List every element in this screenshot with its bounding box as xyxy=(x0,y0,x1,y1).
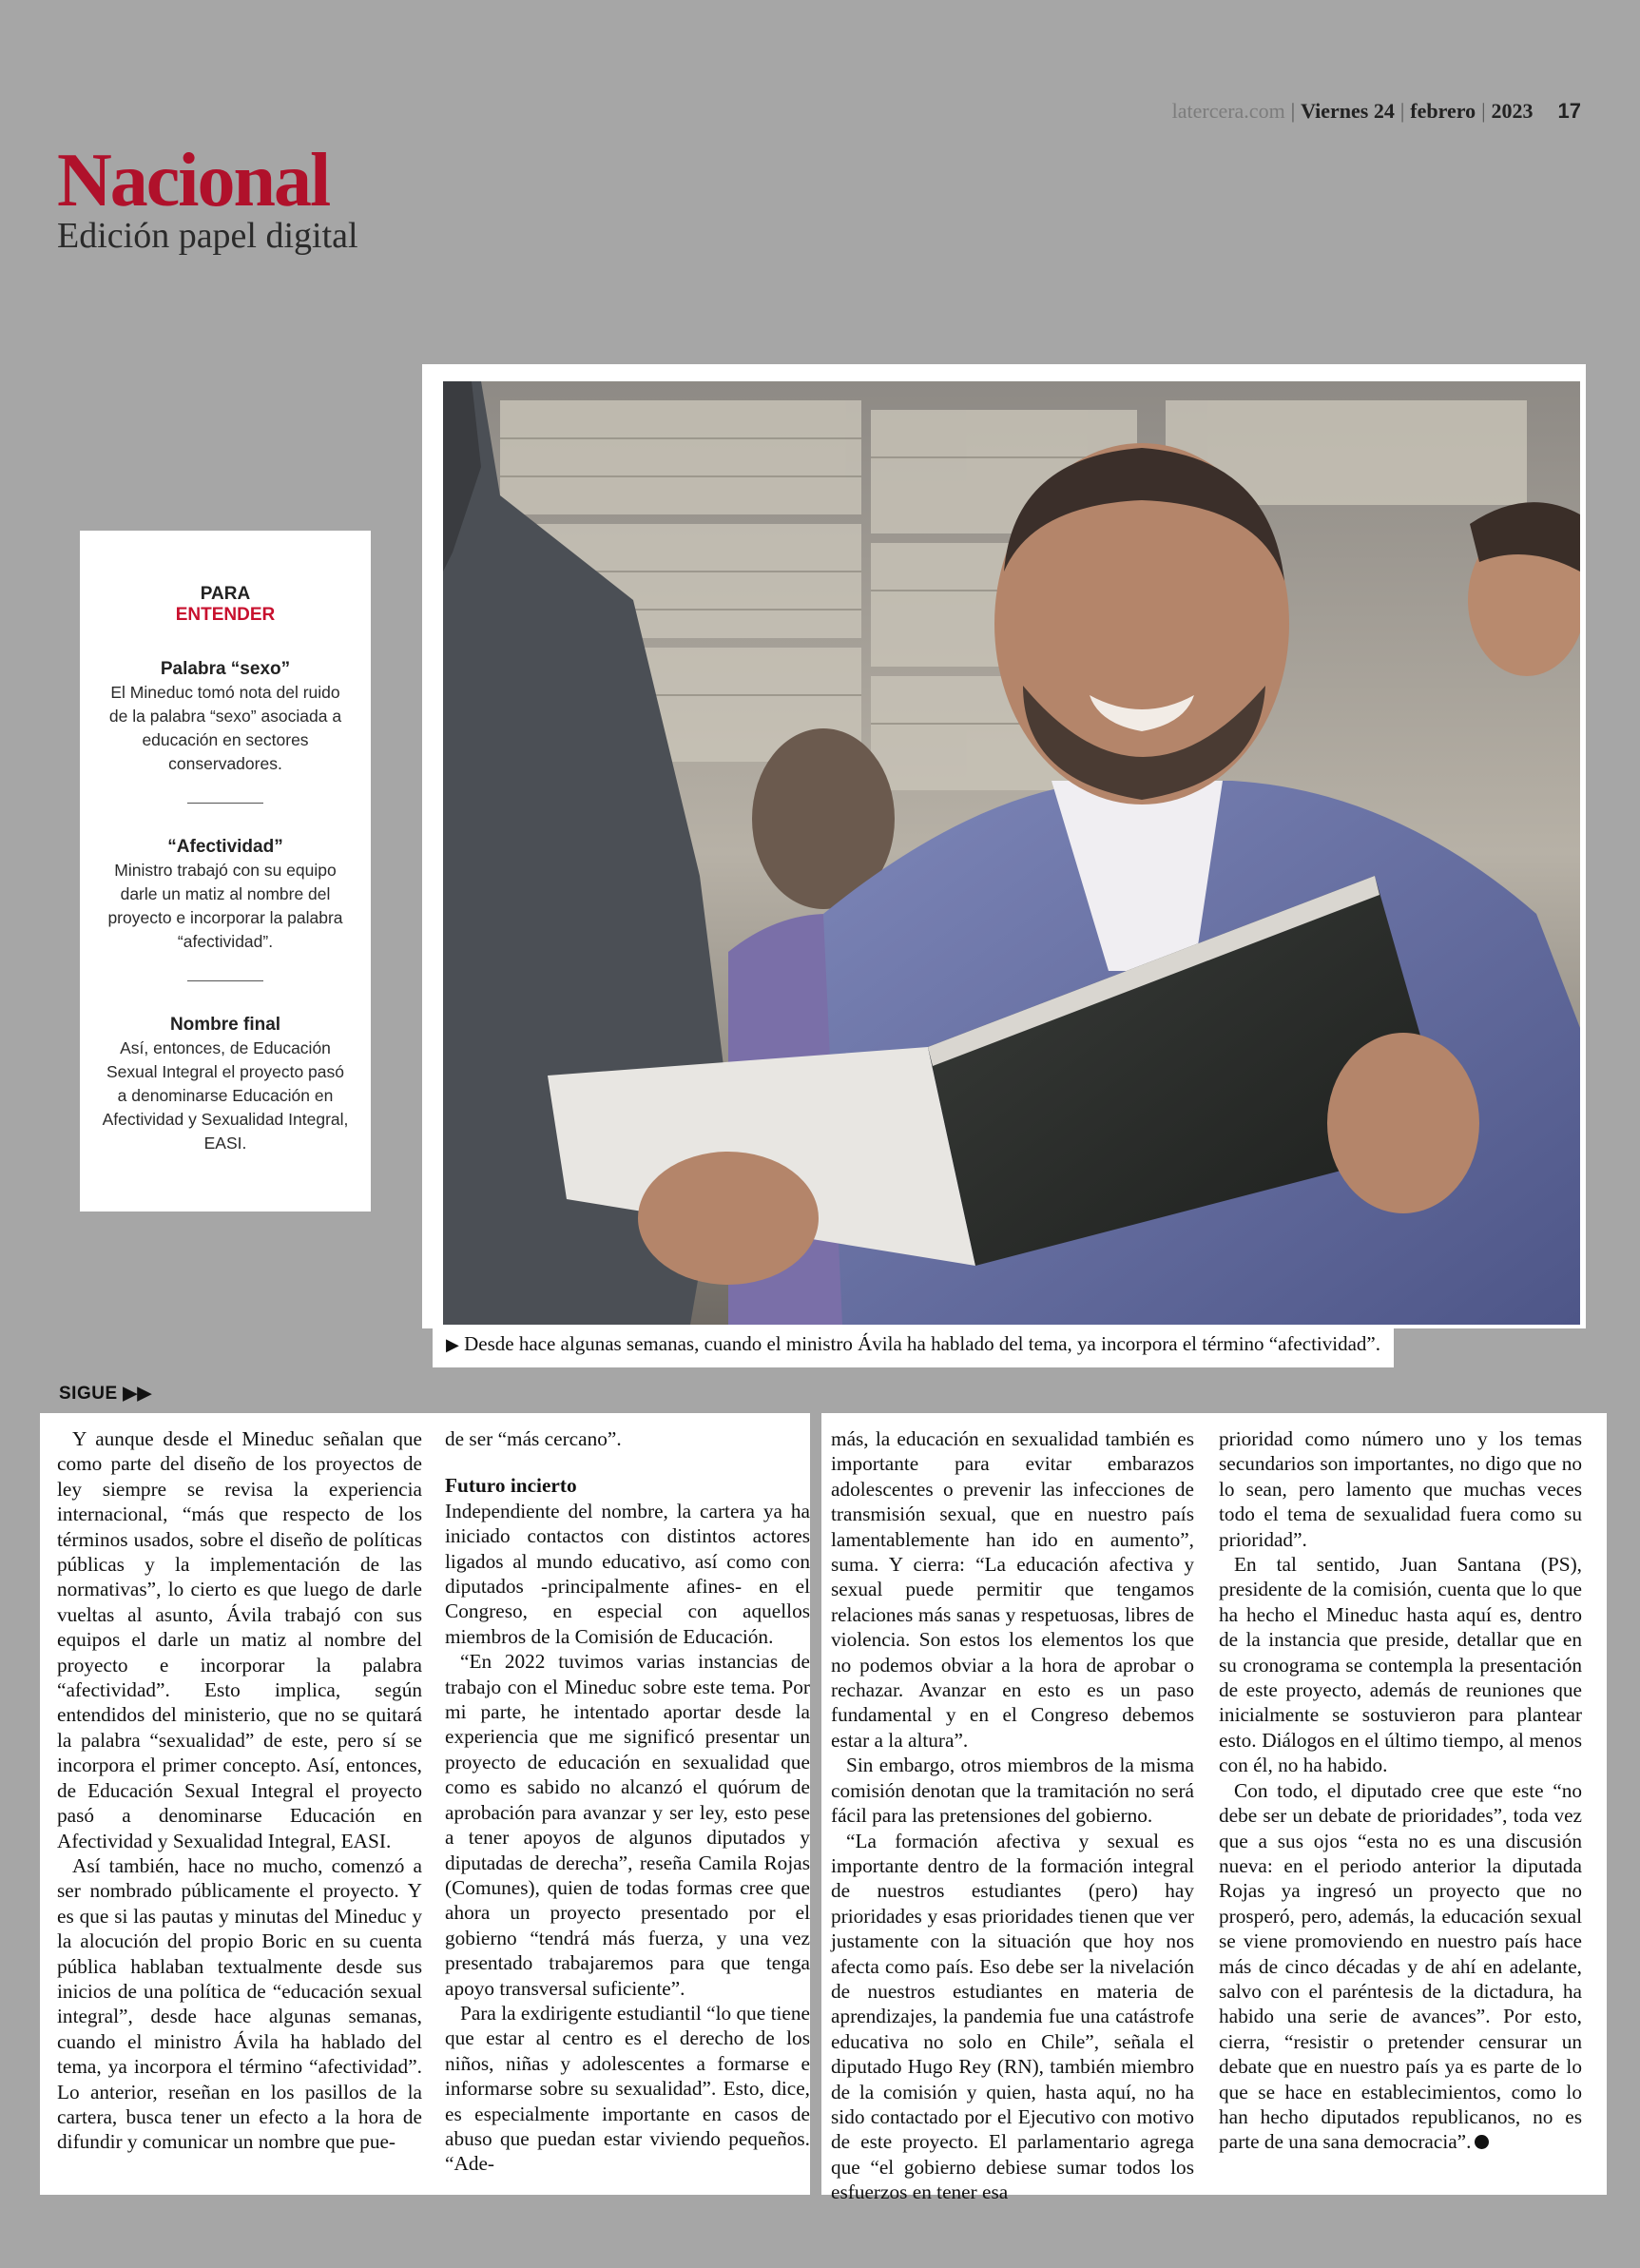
article-paragraph: Para la exdirigente estudiantil “lo que tiene que estar al centro es el derecho de los niños, niñas y adolescentes a formarse e informarse sobre su sexualidad”. Esto, dice, es especialmente importante en casos de abuso que puedan estar viviendo pequeños. “Ade- xyxy=(445,2001,810,2176)
minister-reading-photo xyxy=(443,381,1580,1325)
sidebar-item xyxy=(101,836,350,954)
sidebar-divider xyxy=(187,980,263,981)
article-subheading: Futuro incierto xyxy=(445,1474,577,1498)
sidebar-item-text: El Mineduc tomó nota del ruido de la palabra “sexo” asociada a educación en sectores conservadores. xyxy=(108,683,342,773)
article-paragraph: Sin embargo, otros miembros de la misma comisión denotan que la tramitación no será fácil para las pretensiones del gobierno. xyxy=(831,1754,1194,1828)
article-paragraph: Y aunque desde el Mineduc señalan que como parte del diseño de los proyectos de ley siempre se revisa la experiencia internacional, “más que respecto de los términos usados, sobre el diseño de políticas públicas y la implementación de las normativas”, lo cierto es que luego de darle vueltas al asunto, Ávila trabajó con sus equipos el darle un matiz al nombre del proyecto e incorporar la palabra “afectividad”. Esto implica, según entendidos del ministerio, que no se quitará la palabra “sexualidad” de este, pero sí se incorpora el primer concepto. Así, entonces, de Educación Sexual Integral el proyecto pasó a denominarse Educación en Afectividad y Sexualidad Integral, EASI. xyxy=(57,1427,422,1852)
date-year: 2023 xyxy=(1491,99,1534,123)
sidebar-item-text: Así, entonces, de Educación Sexual Integral el proyecto pasó a denominarse Educación en Afectividad y Sexualidad Integral, EASI. xyxy=(102,1038,349,1153)
sidebar-item xyxy=(101,658,350,776)
sidebar-item xyxy=(101,1014,350,1155)
article-paragraph: más, la educación en sexualidad también es importante para evitar embarazos adolescentes o prevenir las infecciones de transmisión sexual, que en nuestro país lamentablemente han ido en aumento”, suma. Y cierra: “La educación afectiva y sexual puede permitir que tengamos relaciones más sanas y respetuosas, libres de violencia. Son estos los elementos los que no podemos obviar a la hora de aprobar o rechazar. Avanzar en esto es un paso fundamental y en el Congreso debemos estar a la altura”. xyxy=(831,1427,1194,1752)
date-weekday: Viernes 24 xyxy=(1301,99,1395,123)
sidebar-kicker-top: PARA xyxy=(200,584,251,604)
sigue-label: SIGUE ▶▶ xyxy=(59,1384,152,1404)
page-header: latercera.com | Viernes 24 | febrero | 2023 17 xyxy=(1171,99,1581,123)
article-column-1 xyxy=(57,1426,422,2155)
site-name: latercera.com xyxy=(1171,99,1285,123)
sidebar-divider xyxy=(187,803,263,804)
sidebar-kicker-bottom: ENTENDER xyxy=(175,605,276,625)
article-paragraph: prioridad como número uno y los temas secundarios son importantes, no digo que no lo sean, pero lamento que muchas veces todo el tema de sexualidad fuera como su prioridad”. xyxy=(1219,1427,1582,1551)
article-paragraph: Independiente del nombre, la cartera ya ha iniciado contactos con distintos actores ligados al mundo educativo, así como con diputados -principalmente afines- en el Congreso, en especial con aquellos miembros de la Comisión de Educación. xyxy=(445,1499,810,1648)
article-paragraph: “La formación afectiva y sexual es importante dentro de la formación integral de nuestros estudiantes (pero) hay prioridades y esas prioridades tienen que ver justamente con la situación que hoy nos afecta como país. Eso debe ser la nivelación de nuestros estudiantes en materia de aprendizajes, la pandemia fue una catástrofe educativa no solo en Chile”, señala el diputado Hugo Rey (RN), también miembro de la comisión y quien, hasta aquí, no ha sido contactado por el Ejecutivo con motivo de este proyecto. El parlamentario agrega que “el gobierno debiese sumar todos los esfuerzos en tener esa xyxy=(831,1829,1194,2204)
sidebar-item-title: “Afectividad” xyxy=(167,837,283,857)
para-entender-sidebar xyxy=(80,531,371,1212)
sidebar-item-text: Ministro trabajó con su equipo darle un matiz al nombre del proyecto e incorporar la palabra “afectividad”. xyxy=(107,861,343,951)
photo-frame xyxy=(422,364,1586,1328)
page-number: 17 xyxy=(1557,99,1581,123)
article-paragraph: de ser “más cercano”. xyxy=(445,1427,622,1450)
end-of-article-icon xyxy=(1475,2135,1489,2149)
photo-caption xyxy=(433,1327,1394,1367)
section-subtitle: Edición papel digital xyxy=(57,216,358,256)
article-paragraph xyxy=(1219,1778,1582,2155)
article-paragraph: En tal sentido, Juan Santana (PS), presidente de la comisión, cuenta que lo que ha hecho el Mineduc hasta aquí es, dentro de la instancia que preside, detallar que en su cronograma se contempla la presentación de este proyecto, además de reuniones que inicialmente se sostuvieron para plantear esto. Diálogos en el último tiempo, al menos con él, no ha habido. xyxy=(1219,1553,1582,1777)
article-paragraph: “En 2022 tuvimos varias instancias de trabajo con el Mineduc sobre este tema. Por mi parte, he intentado aportar desde la experiencia que me significó presentar un proyecto de educación en sexualidad que como es sabido no alcanzó el quórum de aprobación para avanzar y ser ley, esto pese a tener apoyos de algunos diputados y diputadas de derecha”, reseña Camila Rojas (Comunes), quien de todas formas cree que ahora un proyecto presentado por el gobierno “tendrá más fuerza, y una vez presentado trabajaremos para que tenga apoyo transversal suficiente”. xyxy=(445,1650,810,2000)
caption-marker: ▶ xyxy=(446,1335,459,1354)
sidebar-item-title: Nombre final xyxy=(169,1015,281,1035)
article-paragraph: Así también, hace no mucho, comenzó a ser nombrado públicamente el proyecto. Y es que si las pautas y minutas del Mineduc y la alocución del propio Boric en su cuenta pública hablaban textualmente desde sus inicios de una política de “educación sexual integral”, desde hace algunas semanas, cuando el ministro Ávila ha hablado del tema, ya incorpora el término “afectividad”. Lo anterior, reseñan en los pasillos de la cartera, busca tener un efecto a la hora de difundir y comunicar un nombre que pue- xyxy=(57,1853,422,2154)
article-column-2 xyxy=(445,1426,810,2177)
article-closing-text: Con todo, el diputado cree que este “no debe ser un debate de prioridades”, toda vez que a sus ojos “esta no es una discusión nueva: en el periodo anterior la diputada Rojas ya ingresó un proyecto que no prosperó, pero, además, la educación sexual se viene promoviendo en nuestro país hace más de cinco décadas y de ahí en adelante, salvo con el paréntesis de la dictadura, ha habido una serie de avances”. Por esto, cierra, “resistir o pretender censurar un debate que en nuestro país ya es parte de lo que se hace en establecimientos, como lo han hecho diputados republicanos, no es parte de una sana democracia”. xyxy=(1219,1778,1582,2154)
article-column-3 xyxy=(831,1426,1194,2205)
caption-text: Desde hace algunas semanas, cuando el ministro Ávila ha hablado del tema, ya incorpora el término “afectividad”. xyxy=(464,1332,1380,1355)
date-month: febrero xyxy=(1410,99,1476,123)
sidebar-item-title: Palabra “sexo” xyxy=(160,659,291,679)
article-column-4 xyxy=(1219,1426,1582,2155)
section-title: Nacional xyxy=(57,139,330,223)
